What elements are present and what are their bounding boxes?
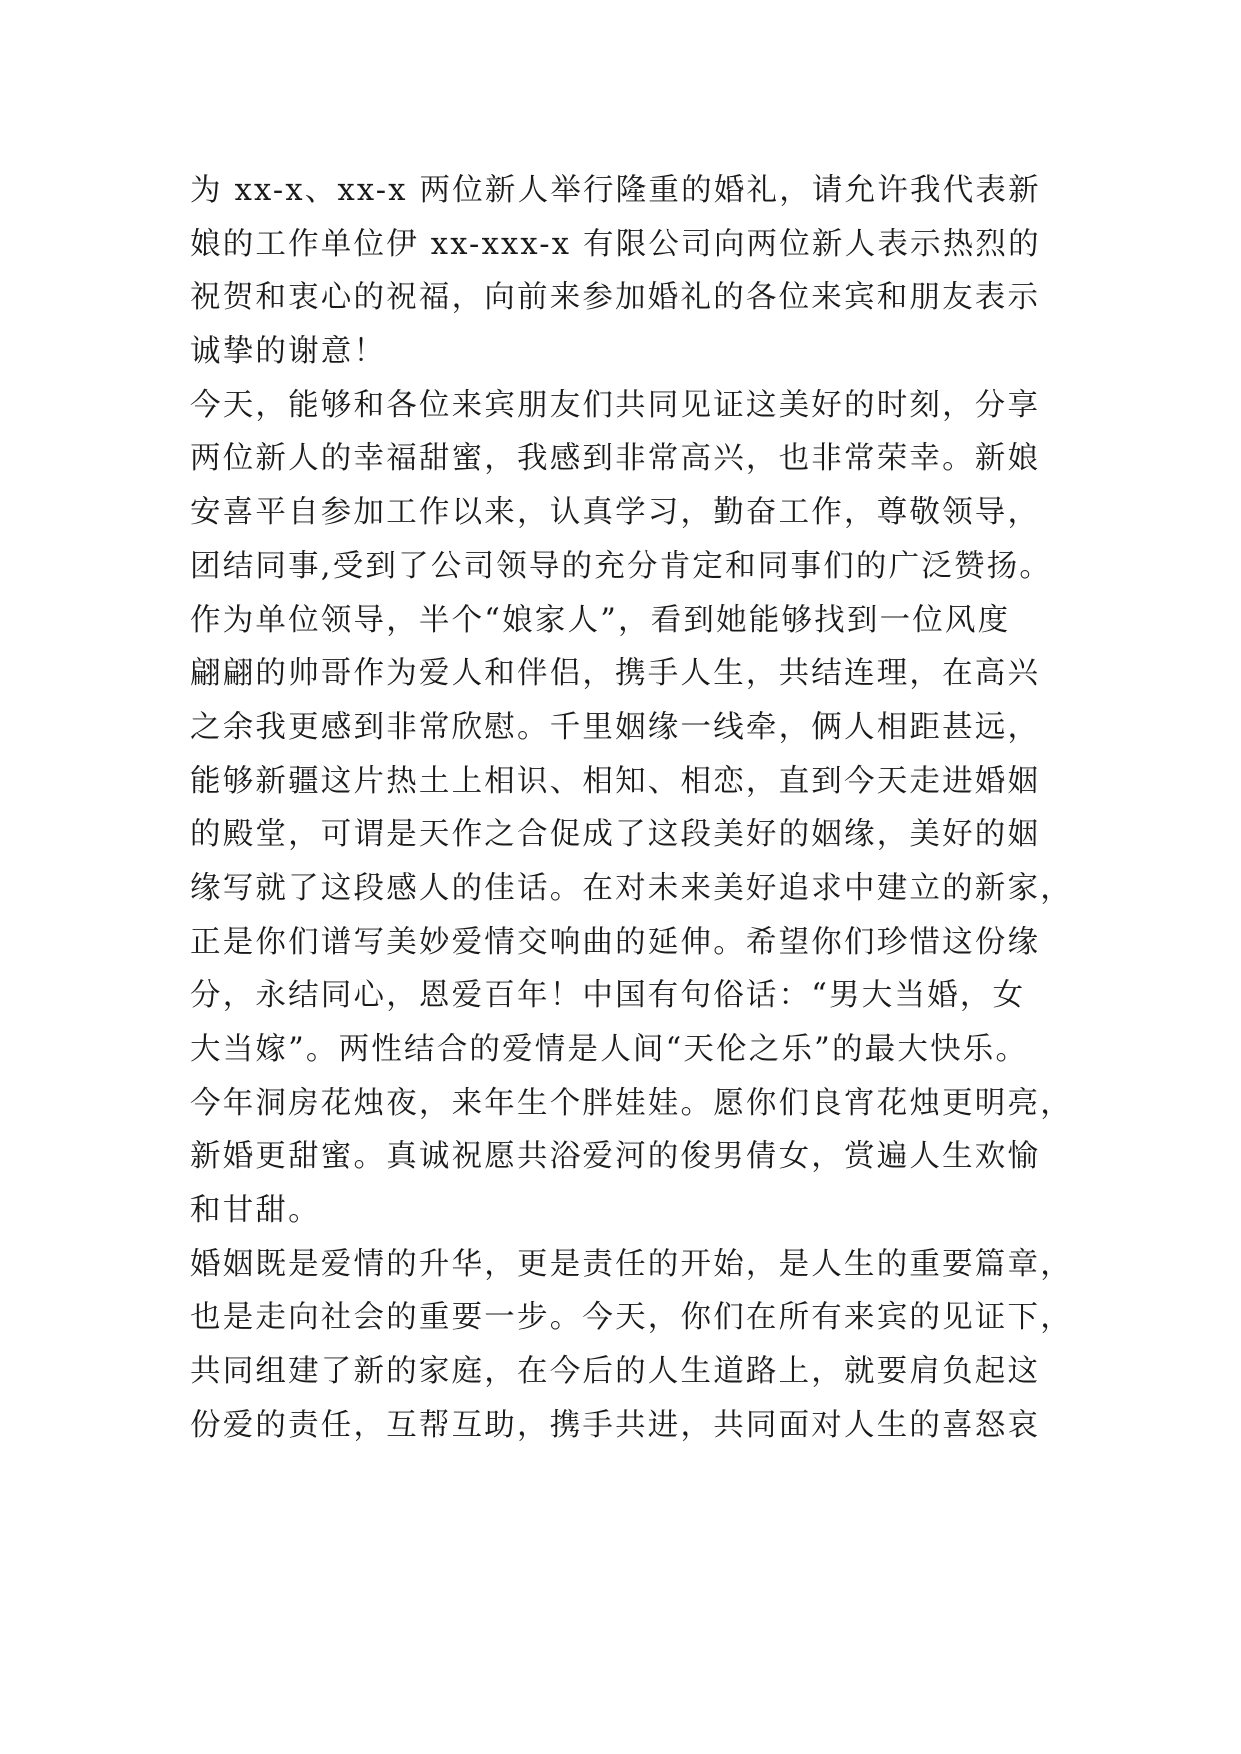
text-line: 诚挚的谢意！ [190, 334, 387, 370]
text-line: 大当嫁”。两性结合的爱情是人间“天伦之乐”的最大快乐。 [190, 1032, 1029, 1067]
text-line: 祝贺和衷心的祝福，向前来参加婚礼的各位来宾和朋友表示 [190, 280, 1041, 316]
text-line: 分，永结同心，恩爱百年！中国有句俗话：“男大当婚，女 [190, 978, 1026, 1014]
text-line: 安喜平自参加工作以来，认真学习，勤奋工作，尊敬领导， [190, 495, 1041, 531]
text-line: 能够新疆这片热土上相识、相知、相恋，直到今天走进婚姻 [190, 763, 1041, 799]
text-line: 今年洞房花烛夜，来年生个胖娃娃。愿你们良宵花烛更明亮， [190, 1085, 1073, 1121]
text-line: 和甘甜。 [190, 1193, 321, 1229]
text-line: 新婚更甜蜜。真诚祝愿共浴爱河的俊男倩女，赏遍人生欢愉 [190, 1139, 1041, 1175]
text-line: 为 xx-x、xx-x 两位新人举行隆重的婚礼，请允许我代表新 [190, 173, 1041, 208]
text-line: 翩翩的帅哥作为爱人和伴侣，携手人生，共结连理，在高兴 [190, 656, 1041, 692]
text-line: 娘的工作单位伊 xx-xxx-x 有限公司向两位新人表示热烈的 [190, 226, 1041, 262]
text-line: 份爱的责任，互帮互助，携手共进，共同面对人生的喜怒哀 [190, 1407, 1041, 1443]
text-line: 缘写就了这段感人的佳话。在对未来美好追求中建立的新家， [190, 870, 1073, 906]
text-line: 作为单位领导，半个“娘家人”，看到她能够找到一位风度 [190, 602, 1011, 638]
text-line: 婚姻既是爱情的升华，更是责任的开始，是人生的重要篇章， [190, 1246, 1073, 1282]
body-text [190, 164, 1073, 1453]
text-line: 也是走向社会的重要一步。今天，你们在所有来宾的见证下， [190, 1300, 1073, 1336]
text-line: 正是你们谱写美妙爱情交响曲的延伸。希望你们珍惜这份缘 [190, 924, 1041, 960]
text-line: 团结同事,受到了公司领导的充分肯定和同事们的广泛赞扬。 [190, 548, 1053, 584]
text-line: 今天，能够和各位来宾朋友们共同见证这美好的时刻，分享 [190, 387, 1041, 423]
text-line: 共同组建了新的家庭，在今后的人生道路上，就要肩负起这 [190, 1354, 1041, 1390]
text-line: 之余我更感到非常欣慰。千里姻缘一线牵，俩人相距甚远， [190, 709, 1041, 745]
text-line: 两位新人的幸福甜蜜，我感到非常高兴，也非常荣幸。新娘 [190, 441, 1041, 477]
text-line: 的殿堂，可谓是天作之合促成了这段美好的姻缘，美好的姻 [190, 817, 1041, 853]
